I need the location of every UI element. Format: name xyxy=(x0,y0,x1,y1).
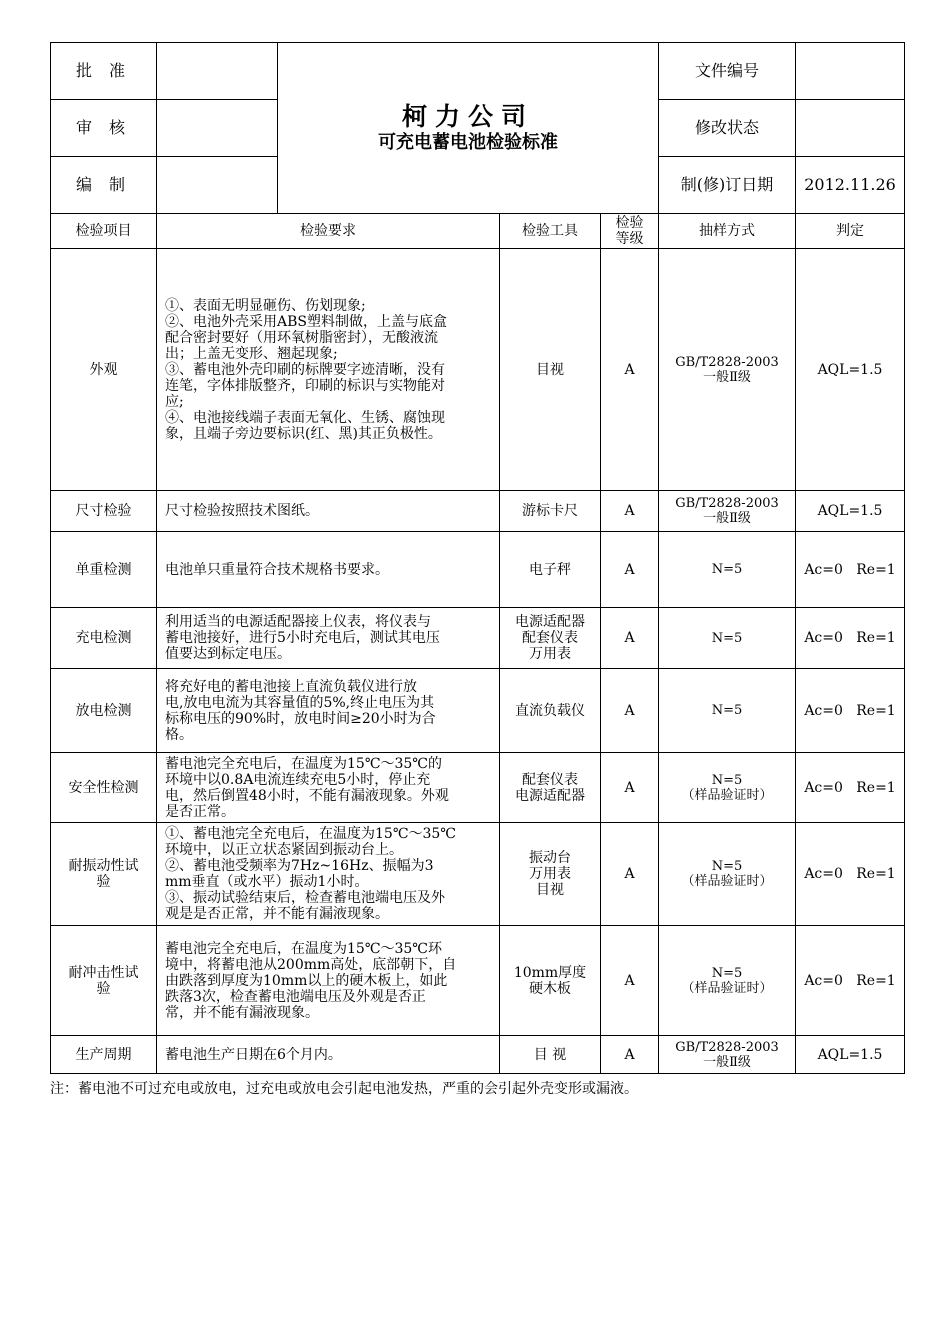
inspection-item: 单重检测 xyxy=(51,532,157,608)
inspection-requirement: 蓄电池生产日期在6个月内。 xyxy=(157,1036,500,1074)
approve-value xyxy=(157,43,278,100)
judgement: AQL=1.5 xyxy=(796,1036,905,1074)
judgement: Ac=0 Re=1 xyxy=(796,532,905,608)
inspection-standard-table xyxy=(50,42,905,1074)
inspection-item: 耐冲击性试 验 xyxy=(51,926,157,1036)
sampling-method: N=5 xyxy=(659,669,796,753)
inspection-item: 尺寸检验 xyxy=(51,491,157,532)
inspection-requirement: 蓄电池完全充电后，在温度为15℃～35℃环 境中，将蓄电池从200mm高处，底部朝下，自 由跌落到厚度为10mm以上的硬木板上，如此 跌落3次，检查蓄电池端电压及外观是否正 常，并不能有漏液现象。 xyxy=(157,926,500,1036)
column-header-sampling: 抽样方式 xyxy=(659,214,796,249)
inspection-level: A xyxy=(601,608,659,669)
inspection-level: A xyxy=(601,753,659,823)
inspection-item: 耐振动性试 验 xyxy=(51,823,157,926)
inspection-tool: 10mm厚度 硬木板 xyxy=(500,926,601,1036)
inspection-level: A xyxy=(601,926,659,1036)
sampling-method: GB/T2828-2003 一般Ⅱ级 xyxy=(659,249,796,491)
column-header-level: 检验 等级 xyxy=(601,214,659,249)
inspection-tool: 目 视 xyxy=(500,1036,601,1074)
judgement: AQL=1.5 xyxy=(796,249,905,491)
inspection-item: 放电检测 xyxy=(51,669,157,753)
inspection-requirement: 尺寸检验按照技术图纸。 xyxy=(157,491,500,532)
inspection-level: A xyxy=(601,491,659,532)
inspection-item: 生产周期 xyxy=(51,1036,157,1074)
document-title: 可充电蓄电池检验标准 xyxy=(378,132,558,153)
table-row xyxy=(51,669,905,753)
table-row xyxy=(51,249,905,491)
table-row xyxy=(51,1036,905,1074)
sampling-method: N=5 （样品验证时） xyxy=(659,823,796,926)
compile-label: 编 制 xyxy=(51,157,157,214)
table-row xyxy=(51,926,905,1036)
inspection-tool: 直流负载仪 xyxy=(500,669,601,753)
inspection-tool: 配套仪表 电源适配器 xyxy=(500,753,601,823)
sampling-method: N=5 （样品验证时） xyxy=(659,753,796,823)
inspection-tool: 振动台 万用表 目视 xyxy=(500,823,601,926)
inspection-requirement: ①、表面无明显砸伤、伤划现象; ②、电池外壳采用ABS塑料制做，上盖与底盒 配合密封要好（用环氧树脂密封），无酸液流 出；上盖无变形、翘起现象; ③、蓄电池外壳印刷的标牌要字迹清晰，没有 连笔，字体排版整齐，印刷的标识与实物能对 应; ④、电池接线端子表面无氧化、生锈、腐蚀现 象，且端子旁边要标识(红、黑)其正负极性。 xyxy=(157,249,500,491)
table-row xyxy=(51,491,905,532)
approve-label: 批 准 xyxy=(51,43,157,100)
sampling-method: N=5 xyxy=(659,608,796,669)
revision-value xyxy=(796,100,905,157)
sampling-method: N=5 xyxy=(659,532,796,608)
table-row xyxy=(51,532,905,608)
inspection-requirement: 将充好电的蓄电池接上直流负载仪进行放 电,放电电流为其容量值的5%,终止电压为其 标称电压的90%时，放电时间≥20小时为合 格。 xyxy=(157,669,500,753)
date-value: 2012.11.26 xyxy=(796,157,905,214)
judgement: AQL=1.5 xyxy=(796,491,905,532)
inspection-level: A xyxy=(601,249,659,491)
table-row xyxy=(51,608,905,669)
inspection-requirement: ①、蓄电池完全充电后，在温度为15℃～35℃ 环境中，以正立状态紧固到振动台上。 ②、蓄电池受频率为7Hz~16Hz、振幅为3 mm垂直（或水平）振动1小时。 ③、振动试验结束后，检查蓄电池端电压及外 观是是否正常，并不能有漏液现象。 xyxy=(157,823,500,926)
column-header-requirement: 检验要求 xyxy=(157,214,500,249)
inspection-item: 外观 xyxy=(51,249,157,491)
review-value xyxy=(157,100,278,157)
column-header-tool: 检验工具 xyxy=(500,214,601,249)
column-header-item: 检验项目 xyxy=(51,214,157,249)
judgement: Ac=0 Re=1 xyxy=(796,669,905,753)
doc-number-value xyxy=(796,43,905,100)
inspection-tool: 电子秤 xyxy=(500,532,601,608)
judgement: Ac=0 Re=1 xyxy=(796,823,905,926)
inspection-level: A xyxy=(601,823,659,926)
inspection-requirement: 蓄电池完全充电后，在温度为15℃～35℃的 环境中以0.8A电流连续充电5小时，停止充 电，然后倒置48小时，不能有漏液现象。外观 是否正常。 xyxy=(157,753,500,823)
judgement: Ac=0 Re=1 xyxy=(796,926,905,1036)
sampling-method: GB/T2828-2003 一般Ⅱ级 xyxy=(659,491,796,532)
inspection-level: A xyxy=(601,669,659,753)
date-label: 制(修)订日期 xyxy=(659,157,796,214)
inspection-tool: 目视 xyxy=(500,249,601,491)
inspection-requirement: 利用适当的电源适配器接上仪表，将仪表与 蓄电池接好，进行5小时充电后，测试其电压 值要达到标定电压。 xyxy=(157,608,500,669)
footnote: 注：蓄电池不可过充电或放电，过充电或放电会引起电池发热，严重的会引起外壳变形或漏液。 xyxy=(50,1081,638,1097)
sampling-method: GB/T2828-2003 一般Ⅱ级 xyxy=(659,1036,796,1074)
inspection-tool: 游标卡尺 xyxy=(500,491,601,532)
inspection-tool: 电源适配器 配套仪表 万用表 xyxy=(500,608,601,669)
company-name: 柯力公司 xyxy=(402,102,535,131)
judgement: Ac=0 Re=1 xyxy=(796,608,905,669)
inspection-level: A xyxy=(601,1036,659,1074)
doc-number-label: 文件编号 xyxy=(659,43,796,100)
inspection-item: 充电检测 xyxy=(51,608,157,669)
judgement: Ac=0 Re=1 xyxy=(796,753,905,823)
compile-value xyxy=(157,157,278,214)
review-label: 审 核 xyxy=(51,100,157,157)
inspection-item: 安全性检测 xyxy=(51,753,157,823)
sampling-method: N=5 （样品验证时） xyxy=(659,926,796,1036)
inspection-level: A xyxy=(601,532,659,608)
document-title-block xyxy=(278,43,659,214)
table-row xyxy=(51,823,905,926)
column-header-judge: 判定 xyxy=(796,214,905,249)
table-row xyxy=(51,753,905,823)
revision-label: 修改状态 xyxy=(659,100,796,157)
inspection-requirement: 电池单只重量符合技术规格书要求。 xyxy=(157,532,500,608)
